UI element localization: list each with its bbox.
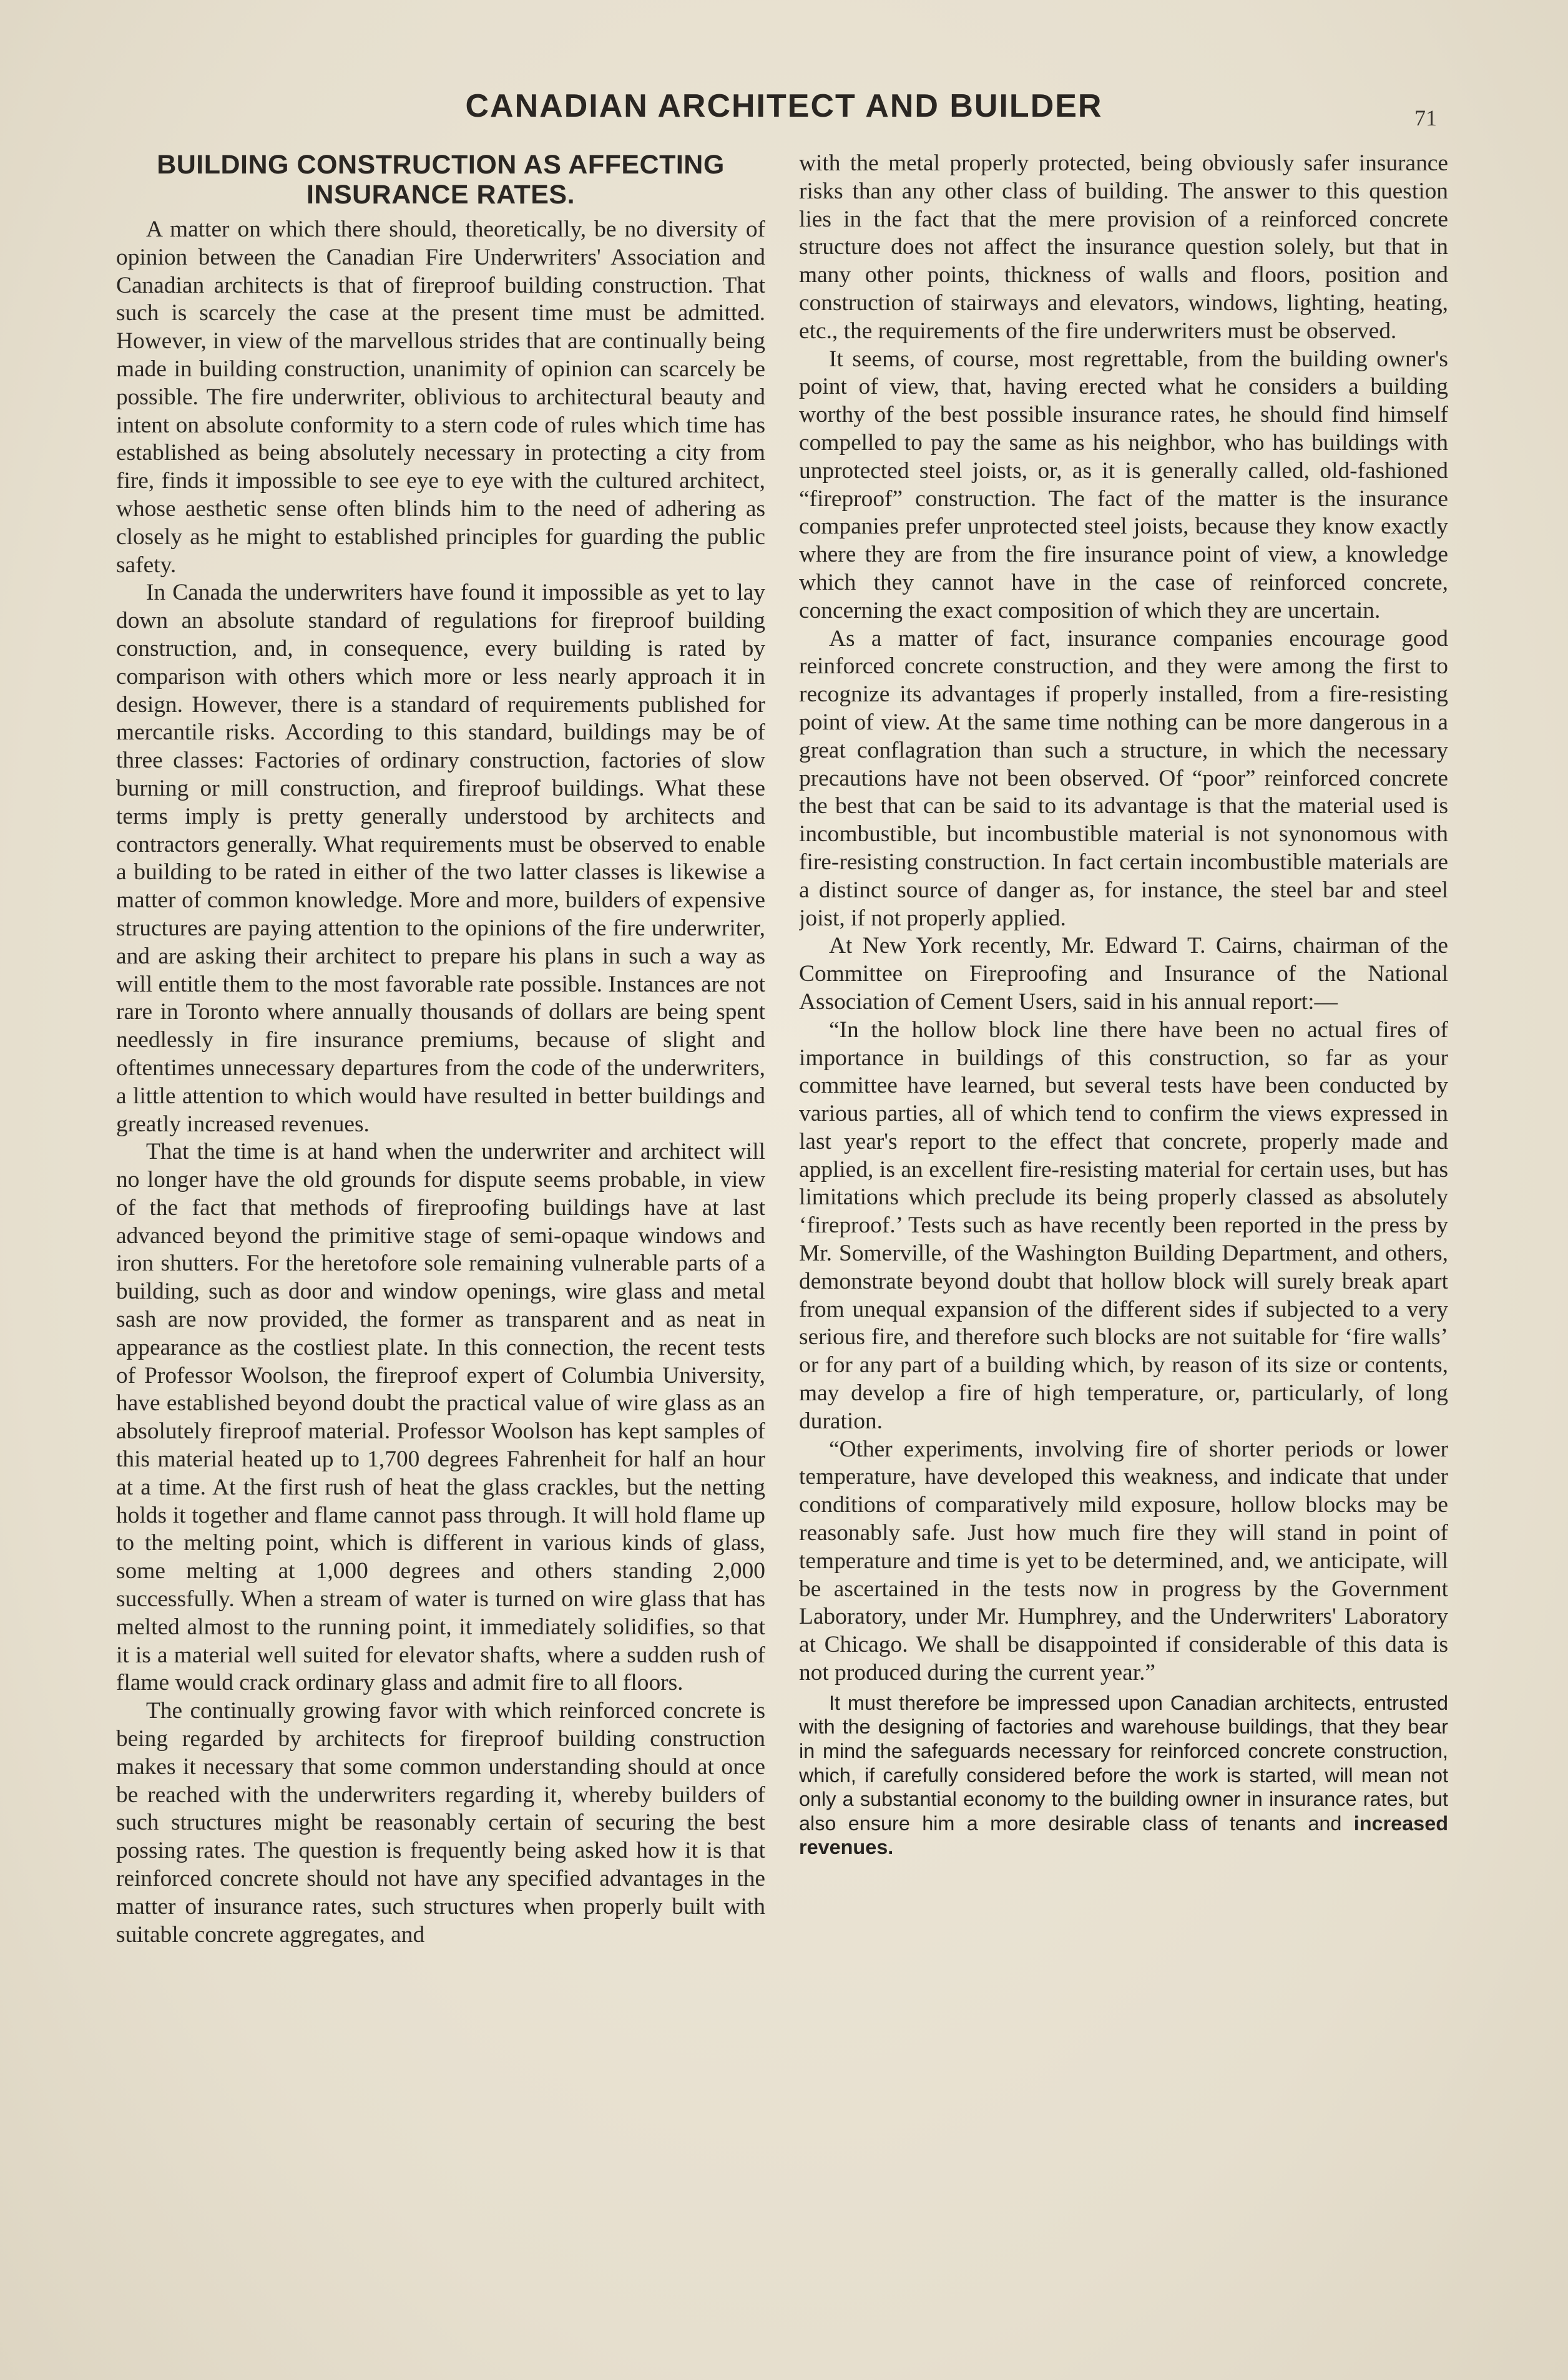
left-column — [116, 150, 765, 2315]
journal-title: CANADIAN ARCHITECT AND BUILDER — [465, 88, 1103, 124]
body-paragraph: It seems, of course, most regrettable, from the building owner's point of view, that, having erected what he considers a building worthy of the best possible insurance rates, he should find himself compelled to pay the same as his neighbor, who has buildings with unprotected steel joists, or, as it is generally called, old-fashioned “fireproof” construction. The fact of the matter is the insurance companies prefer unprotected steel joists, because they know exactly where they are from the fire insurance point of view, a knowledge which they cannot have in the case of reinforced concrete, concerning the exact composition of which they are uncertain. — [799, 346, 1448, 623]
body-paragraph: At New York recently, Mr. Edward T. Cairns, chairman of the Committee on Fireproofing and Insurance of the National Association of Cement Users, said in his annual report:— — [799, 933, 1448, 1015]
closing-text: It must therefore be impressed upon Canadian architects, entrusted with the designing of factories and warehouse buildings, that they bear in mind the safeguards necessary for reinforced concrete construction, which, if carefully considered before the work is started, will mean not only a substantial economy to the building owner in insurance rates, but also ensure him a more desirable class of tenants and — [799, 1691, 1448, 1835]
body-paragraph: A matter on which there should, theoretically, be no diversity of opinion between the Canadian Fire Underwriters' Association and Canadian architects is that of fireproof building construction. That such is scarcely the case at the present time must be admitted. However, in view of the marvellous strides that are continually being made in building construction, unanimity of opinion can scarcely be possible. The fire underwriter, oblivious to architectural beauty and intent on absolute conformity to a stern code of rules which time has established as being absolutely necessary in protecting a city from fire, finds it impossible to see eye to eye with the cultured architect, whose aesthetic sense often blinds him to the need of adhering as closely as he might to established principles for guarding the public safety. — [116, 217, 765, 578]
quoted-paragraph: “In the hollow block line there have been no actual fires of importance in buildings of this construction, so far as your committee have learned, but several tests have been conducted by various parties, all of which tend to confirm the views expressed in last year's report to the effect that concrete, properly made and applied, is an excellent fire-resisting material for certain uses, but has limitations which preclude its being properly classed as absolutely ‘fireproof.’ Tests such as have recently been reported in the press by Mr. Somerville, of the Washington Building Department, and others, demonstrate beyond doubt that hollow block will surely break apart from unequal expansion of the different sides if subjected to a very serious fire, and therefore such blocks are not suitable for ‘fire walls’ or for any part of a building which, by reason of its size or contents, may develop a fire of high temperature, or, particularly, of long duration. — [799, 1017, 1448, 1434]
closing-emphasis: increased revenues. — [799, 1812, 1448, 1859]
right-column — [799, 150, 1448, 2315]
body-paragraph: In Canada the underwriters have found it impossible as yet to lay down an absolute standard of regulations for fireproof building construction, and, in consequence, every building is rated by comparison with others which more or less nearly approach it in design. However, there is a standard of requirements published for mercantile risks. According to this standard, buildings may be of three classes: Factories of ordinary construction, factories of slow burning or mill construction, and fireproof buildings. What these terms imply is pretty generally understood by architects and contractors generally. What requirements must be observed to enable a building to be rated in either of the two latter classes is likewise a matter of common knowledge. More and more, builders of expensive structures are paying attention to the opinions of the fire underwriter, and are asking their architect to prepare his plans in such a way as will entitle them to the most favorable rate possible. Instances are not rare in Toronto where annually thousands of dollars are being spent needlessly in fire insurance premiums, because of slight and oftentimes unnecessary departures from the code of the underwriters, a little attention to which would have resulted in better buildings and greatly increased revenues. — [116, 580, 765, 1137]
body-paragraph: As a matter of fact, insurance companies encourage good reinforced concrete construction, and they were among the first to recognize its advantages if properly installed, from a fire-resisting point of view. At the same time nothing can be more dangerous in a great conflagration than such a structure, in which the necessary precautions have not been observed. Of “poor” reinforced concrete the best that can be said to its advantage is that the material used is incombustible, but incombustible material is not synonomous with fire-resisting construction. In fact certain incombustible materials are a distinct source of danger as, for instance, the steel bar and steel joist, if not properly applied. — [799, 625, 1448, 931]
article-title: BUILDING CONSTRUCTION AS AFFECTING INSURANCE RATES. — [157, 150, 725, 210]
body-paragraph: The continually growing favor with which reinforced concrete is being regarded by architects for fireproof building construction makes it necessary that some common understanding should at once be reached with the underwriters regarding it, whereby builders of such structures might be reasonably certain of securing the best possing rates. The question is frequently being asked how it is that reinforced concrete should not have any specified advantages in the matter of insurance rates, such structures when properly built with suitable concrete aggregates, and — [116, 1698, 765, 1948]
body-paragraph-continued: with the metal properly protected, being obviously safer insurance risks than any other class of building. The answer to this question lies in the fact that the mere provision of a reinforced concrete structure does not affect the insurance question solely, but that in many other points, thickness of walls and floors, position and construction of stairways and elevators, windows, lighting, heating, etc., the requirements of the fire underwriters must be observed. — [799, 150, 1448, 344]
closing-paragraph — [799, 1691, 1448, 1860]
quoted-paragraph: “Other experiments, involving fire of shorter periods or lower temperature, have developed this weakness, and indicate that under conditions of comparatively mild exposure, hollow blocks may be reasonably safe. Just how much fire they will stand in point of temperature and time is yet to be determined, and, we anticipate, will be ascertained in the tests now in progress by the Government Laboratory, under Mr. Humphrey, and the Underwriters' Laboratory at Chicago. We shall be disappointed if considerable of this data is not produced during the current year.” — [799, 1436, 1448, 1686]
body-paragraph: That the time is at hand when the underwriter and architect will no longer have the old grounds for dispute seems probable, in view of the fact that methods of fireproofing buildings have at last advanced beyond the primitive stage of semi-opaque windows and iron shutters. For the heretofore sole remaining vulnerable parts of a building, such as door and window openings, wire glass and metal sash are now provided, the former as transparent and as neat in appearance as the costliest plate. In this connection, the recent tests of Professor Woolson, the fireproof expert of Columbia University, have established beyond doubt the practical value of wire glass as an absolutely fireproof material. Professor Woolson has kept samples of this material heated up to 1,700 degrees Fahrenheit for half an hour at a time. At the first rush of heat the glass crackles, but the netting holds it together and flame cannot pass through. It will hold flame up to the melting point, which is different in various kinds of glass, some melting at 1,000 degrees and others standing 2,000 successfully. When a stream of water is turned on wire glass that has melted almost to the running point, it immediately solidifies, so that it is a material well suited for elevator shafts, where a sudden rush of flame would crack ordinary glass and admit fire to all floors. — [116, 1139, 765, 1696]
page-number: 71 — [1414, 105, 1437, 130]
